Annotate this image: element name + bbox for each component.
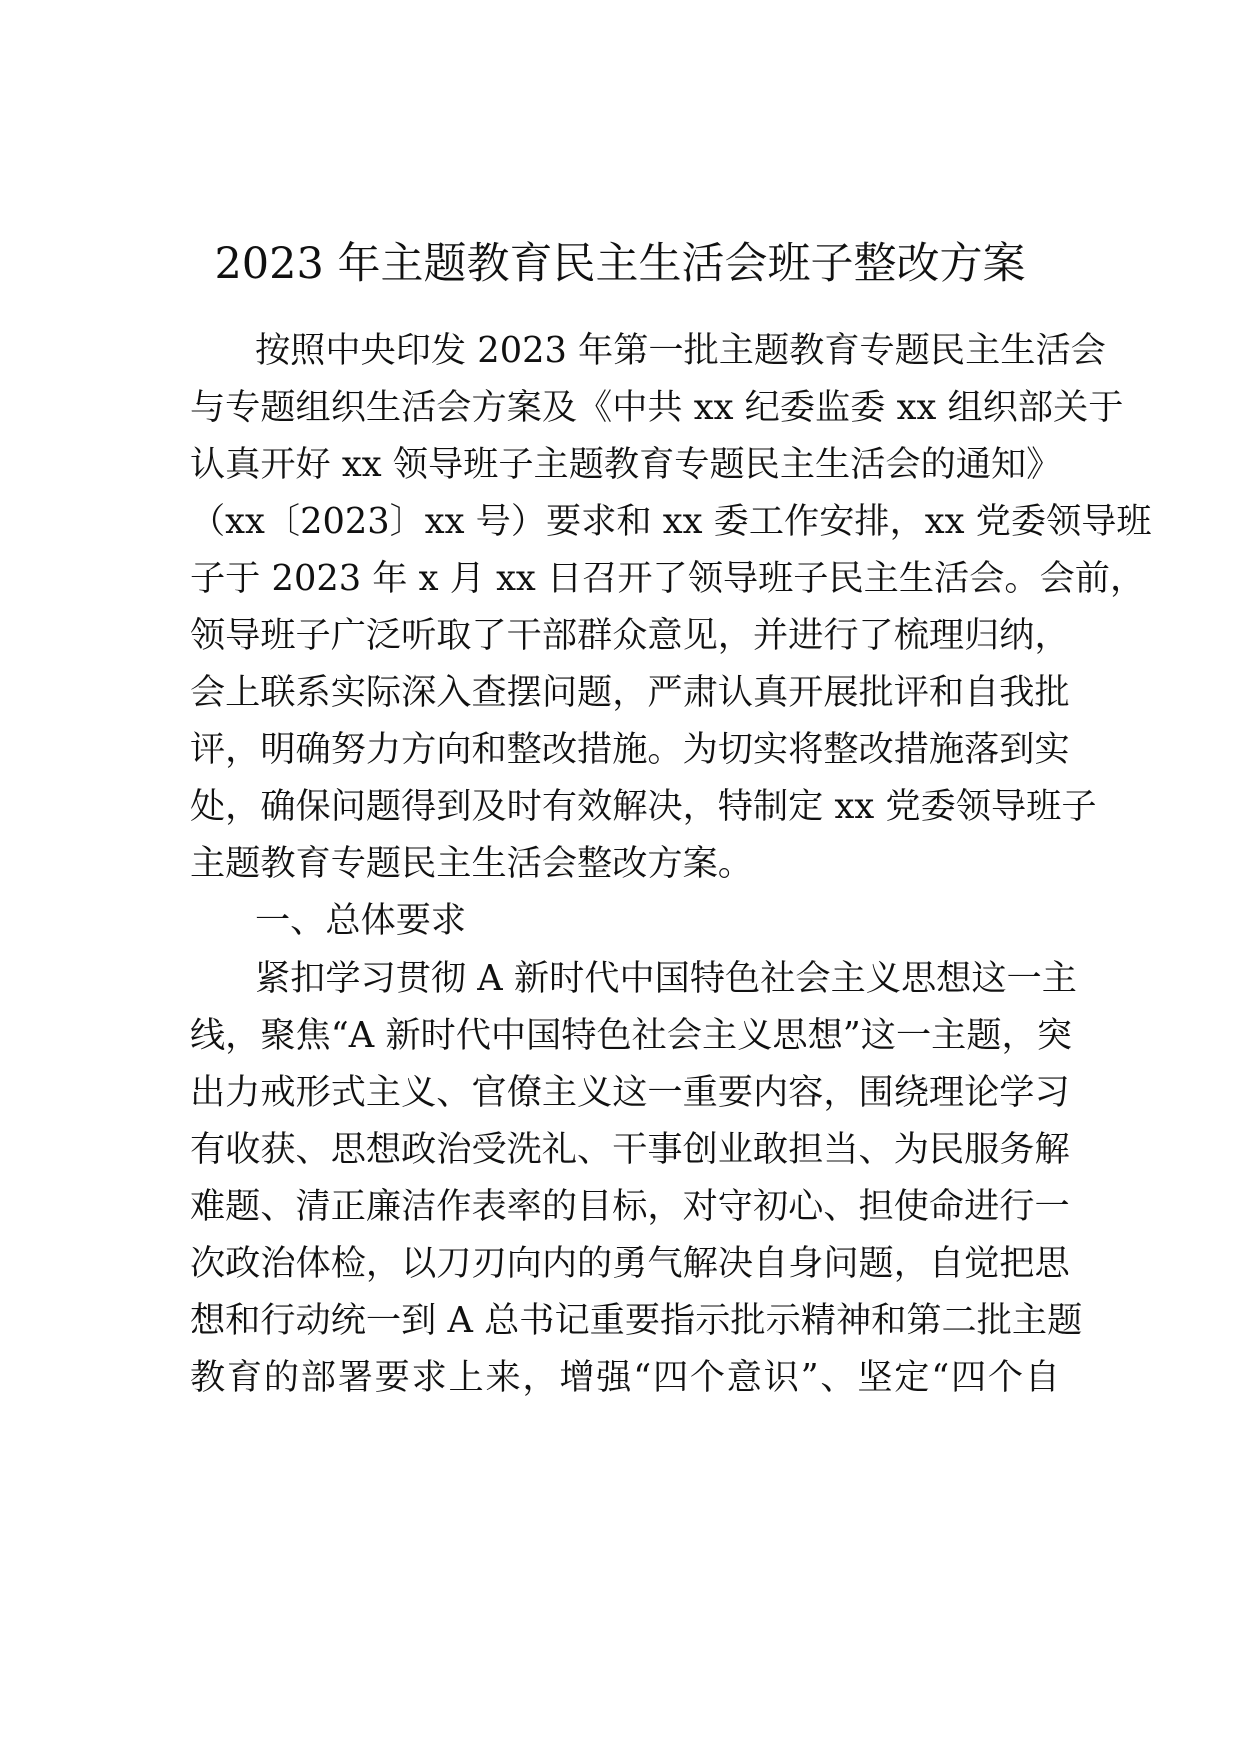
paragraph-line: 出力戒形式主义、官僚主义这一重要内容，围绕理论学习: [190, 1072, 1070, 1113]
paragraph-line: 子于 2023 年 x 月 xx 日召开了领导班子民主生活会。会前，: [190, 558, 1146, 599]
paragraph-line: 教育的部署要求上来，增强“四个意识”、坚定“四个自: [190, 1357, 1060, 1398]
paragraph-line: 会上联系实际深入查摆问题，严肃认真开展批评和自我批: [190, 672, 1070, 713]
paragraph-line: 次政治体检，以刀刃向内的勇气解决自身问题，自觉把思: [190, 1243, 1070, 1284]
paragraph-line: 主题教育专题民主生活会整改方案。: [190, 843, 753, 884]
paragraph-line: 紧扣学习贯彻 A 新时代中国特色社会主义思想这一主: [255, 958, 1077, 999]
paragraph-line: 处，确保问题得到及时有效解决，特制定 xx 党委领导班子: [190, 786, 1097, 827]
paragraph-line: 与专题组织生活会方案及《中共 xx 纪委监委 xx 组织部关于: [190, 387, 1124, 428]
paragraph-line: 领导班子广泛听取了干部群众意见，并进行了梳理归纳，: [190, 615, 1070, 656]
section-heading: 一、总体要求: [255, 900, 467, 941]
paragraph-line: 按照中央印发 2023 年第一批主题教育专题民主生活会: [255, 330, 1106, 371]
paragraph-line: 有收获、思想政治受洗礼、干事创业敢担当、为民服务解: [190, 1129, 1070, 1170]
paragraph-line: 评，明确努力方向和整改措施。为切实将整改措施落到实: [190, 729, 1070, 770]
paragraph-line: （xx〔2023〕xx 号）要求和 xx 委工作安排，xx 党委领导班: [190, 501, 1152, 542]
paragraph-line: 认真开好 xx 领导班子主题教育专题民主生活会的通知》: [190, 444, 1062, 485]
document-title: 2023 年主题教育民主生活会班子整改方案: [214, 239, 1026, 289]
paragraph-line: 线，聚焦“A 新时代中国特色社会主义思想”这一主题，突: [190, 1015, 1072, 1056]
paragraph-line: 想和行动统一到 A 总书记重要指示批示精神和第二批主题: [190, 1300, 1083, 1341]
paragraph-line: 难题、清正廉洁作表率的目标，对守初心、担使命进行一: [190, 1186, 1070, 1227]
